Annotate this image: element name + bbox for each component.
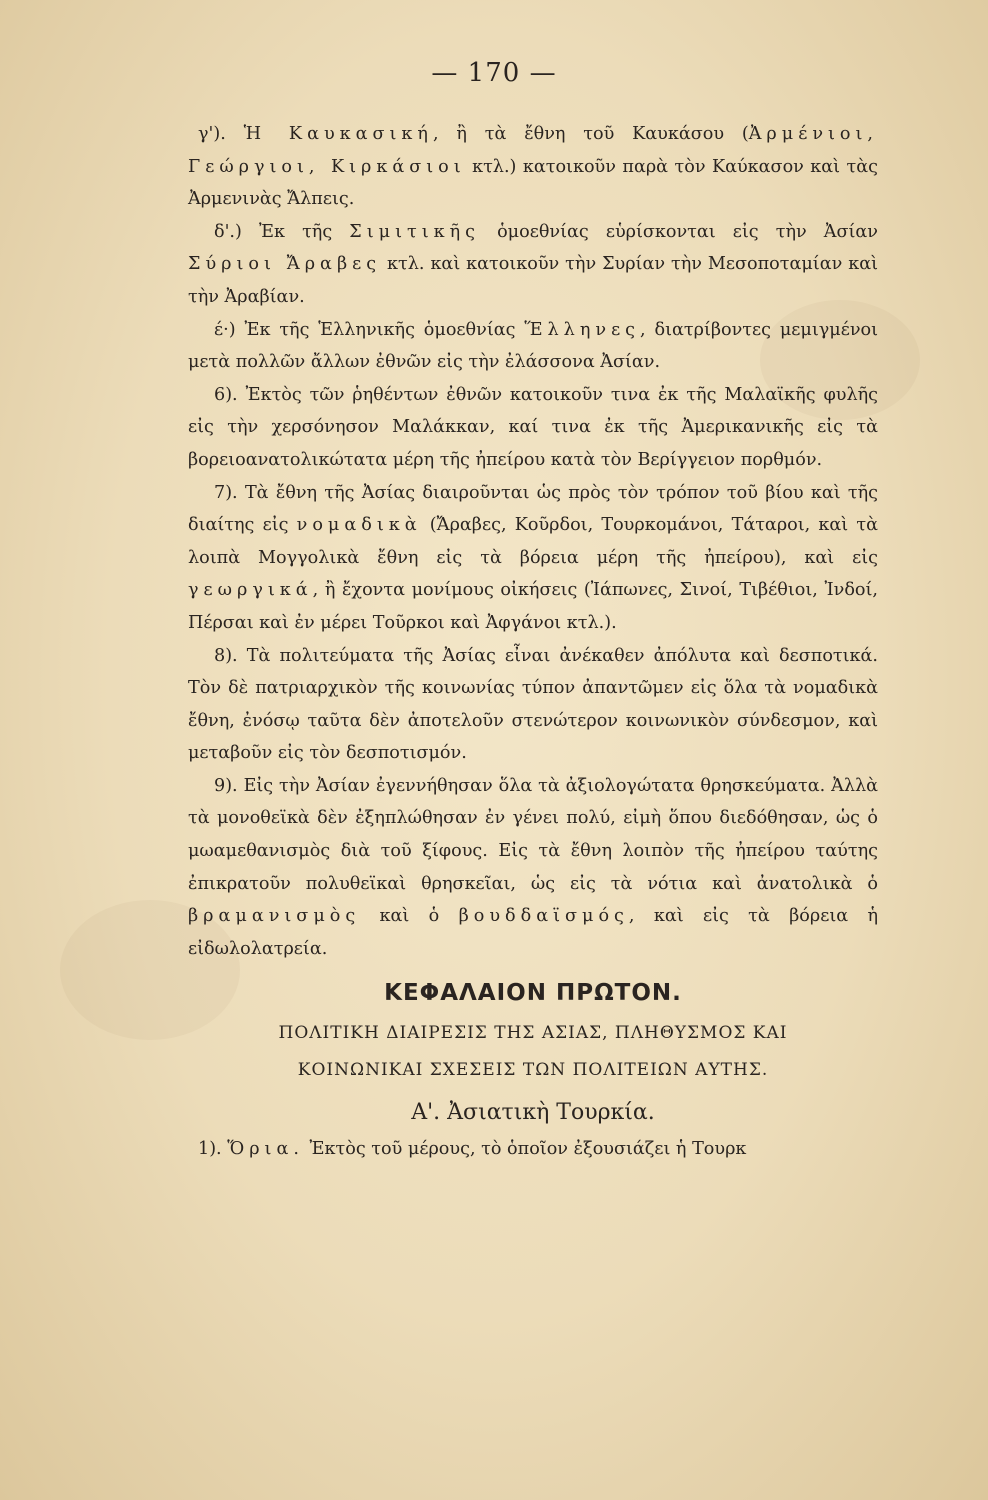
emphasized-term: βραμανισμὸς [188, 906, 361, 927]
emphasized-term: Ὅρια. [227, 1139, 304, 1160]
paragraph-marker: δ'.) [214, 221, 242, 242]
paragraph-text: ὁμοεθνίας εὑρίσκονται εἰς τὴν Ἀσίαν [480, 221, 878, 242]
paragraph-marker: 6). [214, 384, 238, 405]
ethnic-group-name: Ἀρμένιοι, Γεώργιοι, Κιρκάσιοι [188, 124, 878, 177]
paragraph-marker: 7). [214, 482, 238, 503]
paragraph-9 [188, 770, 878, 966]
ethnic-group-name: Σύριοι Ἄραβες [188, 254, 382, 275]
paragraph-text: Ἐκτὸς τοῦ μέρους, τὸ ὁποῖον ἐξουσιάζει ἡ Τουρκ [303, 1139, 747, 1160]
paragraph-text: , ἢ τὰ ἔθνη τοῦ Καυκάσου ( [432, 124, 749, 144]
paragraph-marker: 1). [198, 1139, 222, 1160]
paragraph-gamma [188, 118, 878, 216]
paragraph-text: Εἰς τὴν Ἀσίαν ἐγεννήθησαν ὅλα τὰ ἀξιολογώτατα θρησκεύματα. Ἀλλὰ τὰ μονοθεϊκὰ δὲν ἐξηπλώθησαν ἐν γένει πολύ, εἰμὴ ὅπου διεδόθησαν, ὡς ὁ μωαμεθανισμὸς διὰ τοῦ ξίφους. Εἰς τὰ ἔθνη λοιπὸν τῆς ἠπείρου ταύτης ἐπικρατοῦν πολυθεϊκαὶ θρησκεῖαι, ὡς εἰς τὰ νότια καὶ ἀνατολικὰ ὁ [188, 775, 879, 894]
subsection-title: Α'. Ἀσιατικὴ Τουρκία. [411, 1100, 655, 1126]
chapter-title-line-1: ΠΟΛΙΤΙΚΗ ΔΙΑΙΡΕΣΙΣ ΤΗΣ ΑΣΙΑΣ, ΠΛΗΘΥΣΜΟΣ ΚΑΙ [278, 1023, 788, 1044]
ethnic-group-name: Ἕλληνες [524, 319, 641, 340]
paragraph-marker: 9). [214, 775, 238, 796]
paragraph-text: Ἐκ τῆς Ἑλληνικῆς ὁμοεθνίας [244, 319, 525, 340]
paragraph-text: Τὰ ἔθνη τῆς Ἀσίας διαιροῦνται ὡς πρὸς τὸν τρόπον τοῦ βίου καὶ τῆς διαίτης εἰς [188, 482, 878, 536]
paragraph-text: , καὶ εἰς τὰ βόρεια ἡ εἰδωλολατρεία. [188, 906, 878, 959]
chapter-heading: ΚΕΦΑΛΑΙΟΝ ΠΡΩΤΟΝ. [384, 980, 682, 1007]
paragraph-text: Τὰ πολιτεύματα τῆς Ἀσίας εἶναι ἀνέκαθεν ἀπόλυτα καὶ δεσποτικά. Τὸν δὲ πατριαρχικὸν τῆς κοινωνίας τύπον ἀπαντῶμεν εἰς ὅλα τὰ νομαδικὰ ἔθνη, ἐνόσῳ ταῦτα δὲν ἀποτελοῦν στενώτερον κοινωνικὸν σύνδεσμον, καὶ μεταβοῦν εἰς τὸν δεσποτισμόν. [188, 645, 879, 764]
emphasized-term: γεωργικά [188, 580, 313, 601]
paragraph-marker: έ·) [214, 319, 236, 340]
paragraph-text: κτλ.) κατοικοῦν παρὰ τὸν Καύκασον καὶ τὰς Ἀρμενινὰς Ἄλπεις. [188, 156, 878, 210]
paragraph-1 [188, 1133, 878, 1166]
paragraph-7 [188, 477, 878, 640]
paragraph-text: (Ἄραβες, Κοῦρδοι, Τουρκομάνοι, Τάταροι, καὶ τὰ λοιπὰ Μογγολικὰ ἔθνη εἰς τὰ βόρεια μέρη τῆς ἠπείρου), καὶ εἰς [188, 515, 878, 568]
emphasized-term: βουδδαϊσμός [458, 906, 629, 927]
paragraph-text: , διατρίβοντες μεμιγμένοι μετὰ πολλῶν ἄλλων ἐθνῶν εἰς τὴν ἐλάσσονα Ἀσίαν. [188, 319, 879, 373]
main-text [188, 118, 878, 1166]
page-number: — 170 — [431, 58, 557, 88]
ethnic-group-name: Σιμιτικῆς [349, 221, 480, 242]
paragraph-text: Ἐκ τῆς [258, 221, 350, 242]
paragraph-marker: γ'). [198, 124, 226, 144]
ethnic-group-name: Ἡ Καυκασική [243, 124, 433, 144]
paragraph-text: καὶ ὁ [360, 906, 459, 927]
chapter-title-line-2: ΚΟΙΝΩΝΙΚΑΙ ΣΧΕΣΕΙΣ ΤΩΝ ΠΟΛΙΤΕΙΩΝ ΑΥΤΗΣ. [297, 1060, 769, 1081]
paragraph-6 [188, 379, 878, 477]
paragraph-delta [188, 216, 878, 314]
paragraph-marker: 8). [214, 645, 238, 666]
paragraph-8 [188, 640, 878, 770]
paragraph-text: , ἢ ἔχοντα μονίμους οἰκήσεις (Ἰάπωνες, Σινοί, Τιβέθιοι, Ἰνδοί, Πέρσαι καὶ ἐν μέρει Τοῦρκοι καὶ Ἀφγάνοι κτλ.). [188, 580, 878, 633]
paragraph-text: κτλ. καὶ κατοικοῦν τὴν Συρίαν τὴν Μεσοποταμίαν καὶ τὴν Ἀραβίαν. [188, 254, 878, 307]
emphasized-term: νομαδικὰ [296, 515, 422, 536]
paragraph-text: Ἐκτὸς τῶν ῥηθέντων ἐθνῶν κατοικοῦν τινα ἐκ τῆς Μαλαϊκῆς φυλῆς εἰς τὴν χερσόνησον Μαλάκκαν, καί τινα ἐκ τῆς Ἀμερικανικῆς εἰς τὰ βορειοανατολικώτατα μέρη τῆς ἠπείρου κατὰ τὸν Βερίγγειον πορθμόν. [188, 384, 879, 470]
paragraph-epsilon [188, 314, 878, 379]
